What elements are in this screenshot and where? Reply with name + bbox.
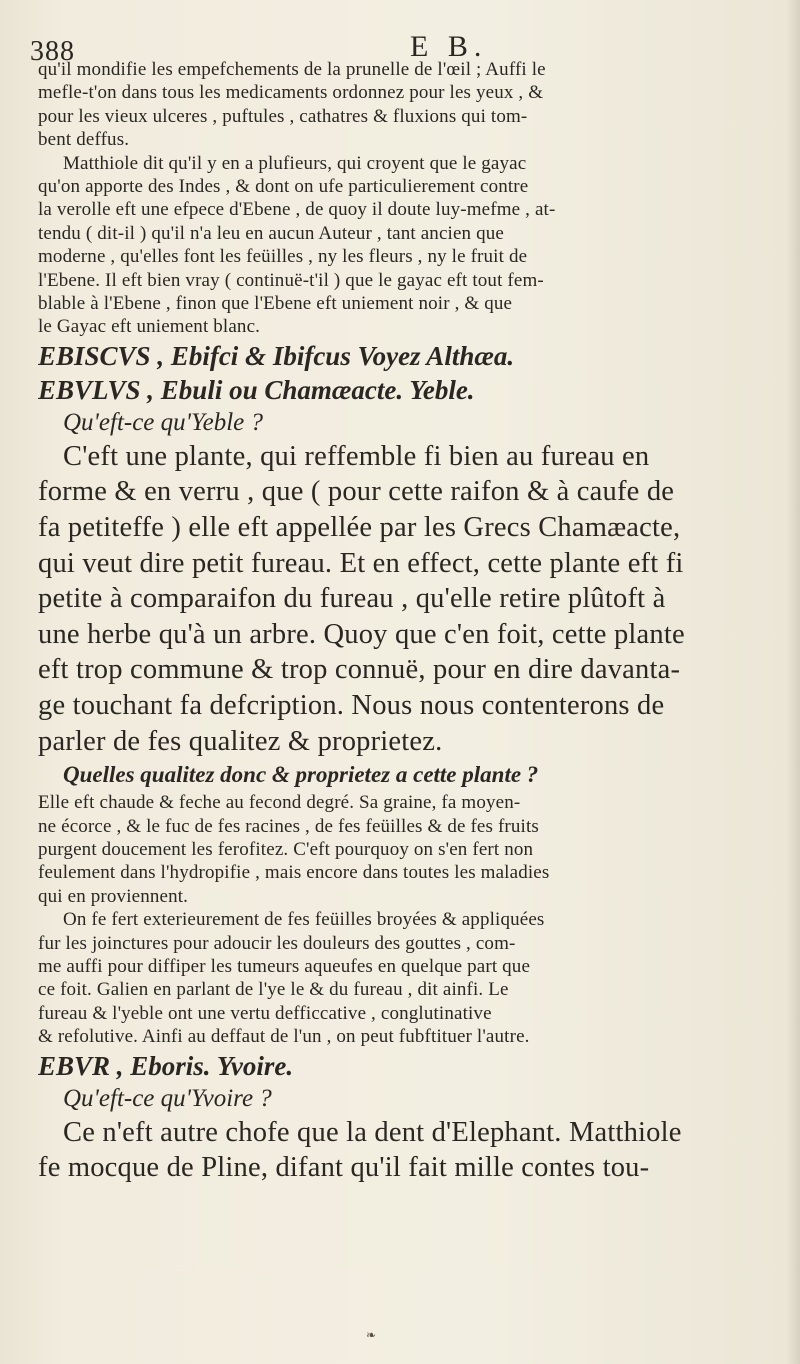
text-line: une herbe qu'à un arbre. Quoy que c'en foit, cette plante: [38, 618, 685, 650]
text-line: bent deffus.: [38, 129, 130, 151]
text-line: eft trop commune & trop connuë, pour en dire davanta-: [38, 654, 681, 686]
text-line: Elle eft chaude & feche au fecond degré. Sa graine, fa moyen-: [38, 792, 521, 814]
text-line: pour les vieux ulceres , puftules , cathatres & fluxions qui tom-: [38, 105, 528, 127]
text-line: Ce n'eft autre chofe que la dent d'Elephant. Matthiole: [63, 1116, 682, 1148]
text-line: Quelles qualitez donc & proprietez a cette plante ?: [63, 762, 539, 788]
text-line: forme & en verru , que ( pour cette raifon & à caufe de: [38, 476, 675, 508]
text-line: Qu'eft-ce qu'Yeble ?: [63, 408, 263, 436]
text-line: qui veut dire petit fureau. Et en effect, cette plante eft fi: [38, 547, 684, 579]
text-line: fe mocque de Pline, difant qu'il fait mille contes tou-: [38, 1152, 650, 1184]
text-line: la verolle eft une efpece d'Ebene , de quoy il doute luy-mefme , at-: [38, 199, 556, 221]
page-number: 388: [30, 36, 75, 67]
text-line: ge touchant fa defcription. Nous nous contenterons de: [38, 690, 665, 722]
text-line: qu'on apporte des Indes , & dont on ufe particulierement contre: [38, 176, 529, 198]
text-line: Qu'eft-ce qu'Yvoire ?: [63, 1084, 272, 1112]
text-line: qui en proviennent.: [38, 885, 189, 907]
text-line: tendu ( dit-il ) qu'il n'a leu en aucun Auteur , tant ancien que: [38, 222, 504, 244]
text-line: ne écorce , & le fuc de fes racines , de fes feüilles & de fes fruits: [38, 815, 539, 837]
text-line: EBVR , Eboris. Yvoire.: [38, 1050, 294, 1081]
text-line: Matthiole dit qu'il y en a plufieurs, qui croyent que le gayac: [63, 152, 527, 174]
text-line: On fe fert exterieurement de fes feüilles broyées & appliquées: [63, 909, 545, 931]
text-line: petite à comparaifon du fureau , qu'elle retire plûtoft à: [38, 583, 666, 615]
text-line: & refolutive. Ainfi au deffaut de l'un , on peut fubftituer l'autre.: [38, 1026, 530, 1048]
text-line: fa petiteffe ) elle eft appellée par les Grecs Chamæacte,: [38, 512, 681, 544]
text-line: purgent doucement les ferofitez. C'eft pourquoy on s'en fert non: [38, 839, 534, 861]
text-line: l'Ebene. Il eft bien vray ( continuë-t'il ) que le gayac eft tout fem-: [38, 269, 544, 291]
body-text: [38, 58, 790, 1186]
text-line: me auffi pour diffiper les tumeurs aqueufes en quelque part que: [38, 956, 531, 978]
text-line: C'eft une plante, qui reffemble fi bien au fureau en: [63, 440, 650, 472]
ornament-icon: ❧: [366, 1328, 377, 1342]
text-line: parler de fes qualitez & proprietez.: [38, 725, 443, 757]
text-line: moderne , qu'elles font les feüilles , ny les fleurs , ny le fruit de: [38, 246, 528, 268]
text-line: le Gayac eft uniement blanc.: [38, 316, 261, 338]
text-line: qu'il mondifie les empefchements de la prunelle de l'œil ; Auffi le: [38, 59, 546, 80]
text-line: feulement dans l'hydropifie , mais encore dans toutes les maladies: [38, 862, 550, 884]
text-line: mefle-t'on dans tous les medicaments ordonnez pour les yeux , &: [38, 82, 544, 104]
text-line: blable à l'Ebene , finon que l'Ebene eft uniement noir , & que: [38, 293, 513, 315]
text-line: EBISCVS , Ebifci & Ibifcus Voyez Althæa.: [38, 340, 515, 371]
text-line: fur les joinctures pour adoucir les douleurs des gouttes , com-: [38, 932, 516, 954]
text-line: EBVLVS , Ebuli ou Chamæacte. Yeble.: [38, 374, 475, 405]
text-line: ce foit. Galien en parlant de l'ye le & du fureau , dit ainfi. Le: [38, 979, 509, 1001]
running-head: E B.: [410, 30, 488, 63]
text-line: fureau & l'yeble ont une vertu defficcative , conglutinative: [38, 1002, 492, 1024]
